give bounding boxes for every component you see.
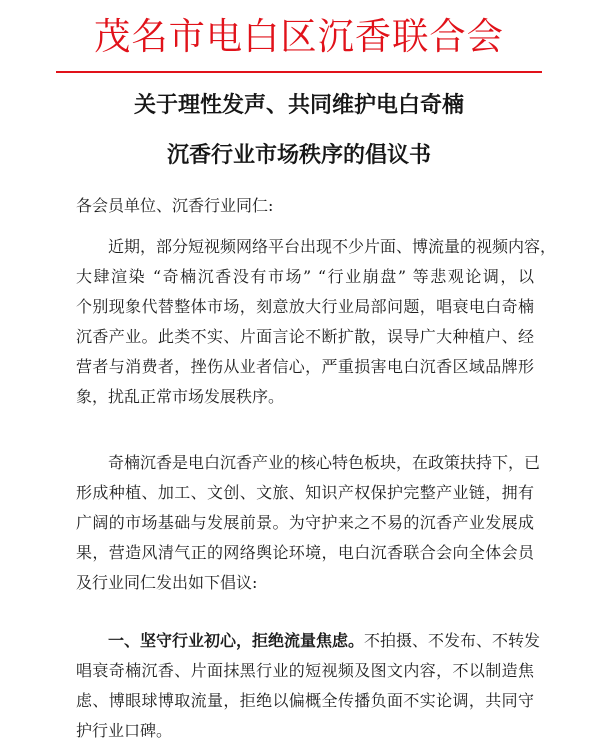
paragraph-1 — [76, 232, 557, 412]
paragraph-2-line: 广阔的市场基础与发展前景。为守护来之不易的沉香产业发展成 — [76, 513, 534, 532]
paragraph-3-line: 唱衰奇楠沉香、片面抹黑行业的短视频及图文内容，不以制造焦 — [76, 661, 534, 680]
paragraph-2-line: 形成种植、加工、文创、文旅、知识产权保护完整产业链，拥有 — [76, 483, 534, 502]
paragraph-1-line: 近期，部分短视频网络平台出现不少片面、博流量的视频内容， — [108, 237, 557, 256]
paragraph-3-line: 护行业口碑。 — [76, 721, 173, 740]
paragraph-1-line: 营者与消费者，挫伤从业者信心，严重损害电白沉香区域品牌形 — [76, 357, 534, 376]
paragraph-1-line: 沉香产业。此类不实、片面言论不断扩散，误导广大种植户、经 — [76, 327, 534, 346]
paragraph-3-first-line — [76, 626, 541, 656]
paragraph-2-line: 果，营造风清气正的网络舆论环境，电白沉香联合会向全体会员 — [76, 543, 534, 562]
paragraph-1-line: 大肆渲染 “奇楠沉香没有市场” “行业崩盘” 等悲观论调，以 — [76, 267, 534, 286]
document-title-line-2: 沉香行业市场秩序的倡议书 — [166, 142, 431, 168]
paragraph-1-line: 象，扰乱正常市场发展秩序。 — [76, 387, 285, 406]
paragraph-2 — [76, 448, 541, 598]
letterhead-title: 茂名市电白区沉香联合会 — [94, 15, 504, 58]
paragraph-2-line: 及行业同仁发出如下倡议: — [76, 573, 258, 592]
initiative-heading: 一、坚守行业初心，拒绝流量焦虑。 — [108, 631, 365, 650]
letterhead-rule — [56, 71, 542, 73]
paragraph-3 — [76, 626, 541, 746]
paragraph-3-first-rest: 不拍摄、不发布、不转发 — [364, 631, 541, 650]
document-title-line-1: 关于理性发声、共同维护电白奇楠 — [133, 92, 464, 118]
paragraph-1-line: 个别现象代替整体市场，刻意放大行业局部问题，唱衰电白奇楠 — [76, 297, 534, 316]
salutation: 各会员单位、沉香行业同仁: — [76, 196, 274, 215]
paragraph-3-line: 虑、博眼球博取流量，拒绝以偏概全传播负面不实论调，共同守 — [76, 691, 534, 710]
paragraph-2-line: 奇楠沉香是电白沉香产业的核心特色板块，在政策扶持下，已 — [108, 453, 541, 472]
